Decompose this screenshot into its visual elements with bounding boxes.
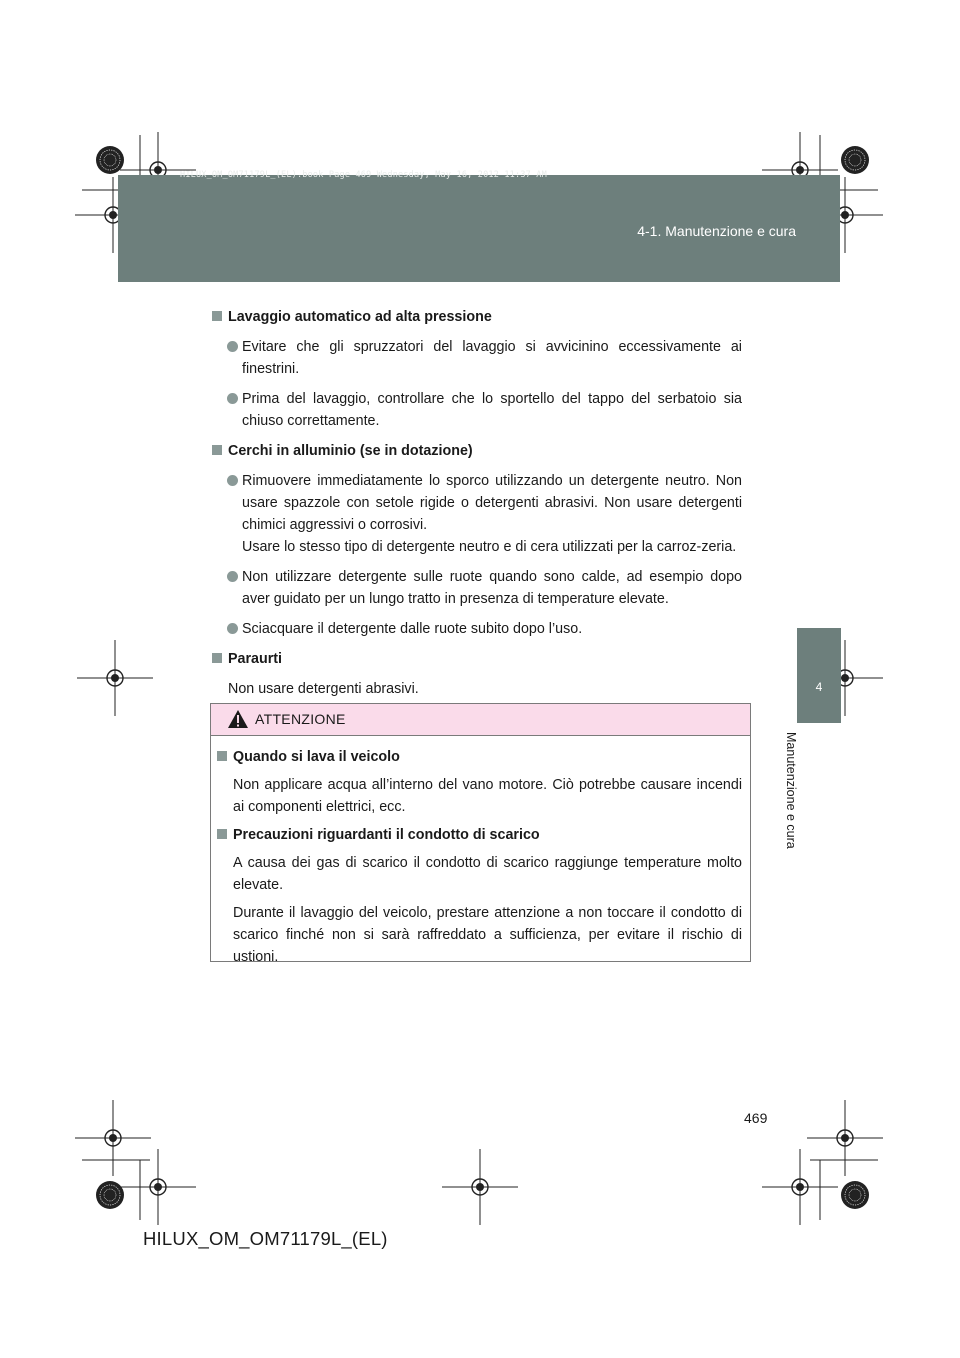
list-item: Prima del lavaggio, controllare che lo sportello del tappo del serbatoio sia chiuso correttamente. (212, 388, 742, 432)
page-number: 469 (744, 1110, 768, 1126)
main-content (212, 306, 742, 708)
section-title: 4-1. Manutenzione e cura (637, 223, 796, 239)
round-bullet-icon (227, 341, 238, 352)
warning-header (211, 704, 750, 736)
round-bullet-icon (227, 623, 238, 634)
warning-box (210, 703, 751, 965)
square-bullet-icon (217, 751, 227, 761)
warning-heading: Precauzioni riguardanti il condotto di scarico (217, 824, 742, 846)
list-item: Evitare che gli spruzzatori del lavaggio si avvicinino eccessivamente ai finestrini. (212, 336, 742, 380)
list-item: Non utilizzare detergente sulle ruote quando sono calde, ad esempio dopo aver guidato per un lungo tratto in presenza di temperature elevate. (212, 566, 742, 610)
paragraph: Non usare detergenti abrasivi. (228, 681, 419, 697)
chapter-side-label (784, 728, 804, 878)
square-bullet-icon (212, 445, 222, 455)
header-band (118, 175, 840, 282)
warning-title: ATTENZIONE (255, 711, 346, 727)
square-bullet-icon (217, 829, 227, 839)
paragraph: Non applicare acqua all’interno del vano motore. Ciò potrebbe causare incendi ai componenti elettrici, ecc. (233, 777, 742, 815)
chapter-label: Manutenzione e cura (784, 732, 798, 849)
warning-heading: Quando si lava il veicolo (217, 746, 742, 768)
round-bullet-icon (227, 475, 238, 486)
document-code: HILUX_OM_OM71179L_(EL) (143, 1228, 388, 1249)
list-item: Sciacquare il detergente dalle ruote subito dopo l’uso. (212, 618, 742, 640)
chapter-number: 4 (815, 680, 823, 694)
warning-body (211, 736, 750, 968)
round-bullet-icon (227, 393, 238, 404)
book-stamp: HILUX_OM_OM71179L_(EL).book Page 469 Wednesday, May 16, 2012 11:37 AM (180, 170, 547, 180)
section-heading: Paraurti (212, 648, 742, 670)
round-bullet-icon (227, 571, 238, 582)
paragraph: A causa dei gas di scarico il condotto di scarico raggiunge temperature molto elevate. (233, 855, 742, 893)
section-heading: Lavaggio automatico ad alta pressione (212, 306, 742, 328)
warning-triangle-icon (227, 709, 249, 729)
square-bullet-icon (212, 653, 222, 663)
list-item: Rimuovere immediatamente lo sporco utilizzando un detergente neutro. Non usare spazzole con setole rigide o detergenti abrasivi. Non usare detergenti chimici aggressivi o corrosivi. Usare lo stesso tipo di detergente neutro e di cera utilizzati per la carroz-zeria. (212, 470, 742, 558)
paragraph: Durante il lavaggio del veicolo, prestare attenzione a non toccare il condotto di scarico finché non si sarà raffreddato a sufficienza, per evitare il rischio di ustioni. (233, 905, 742, 965)
section-heading: Cerchi in alluminio (se in dotazione) (212, 440, 742, 462)
chapter-tab (797, 628, 841, 723)
square-bullet-icon (212, 311, 222, 321)
